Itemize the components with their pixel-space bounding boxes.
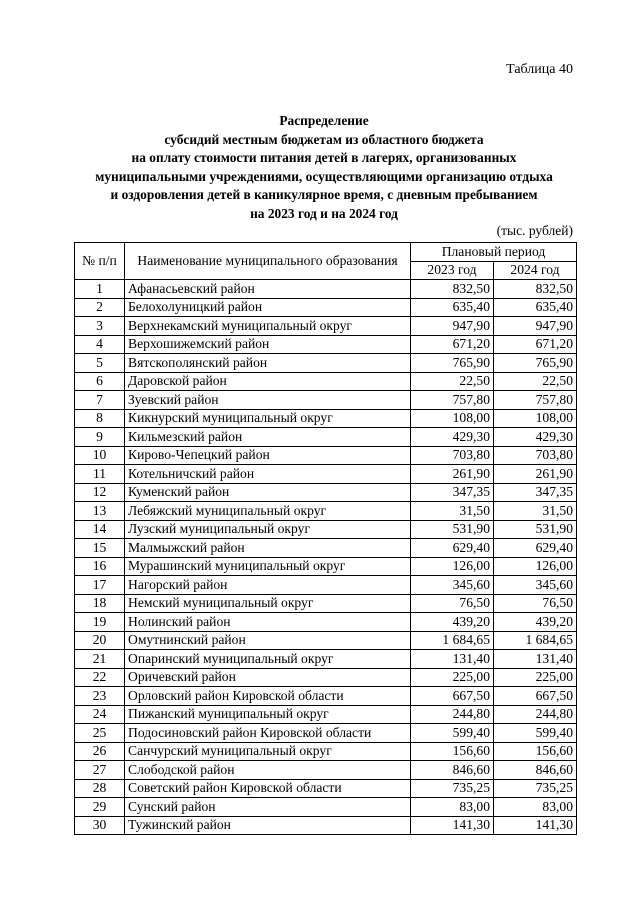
value-2023: 156,60: [411, 742, 494, 761]
row-number: 9: [75, 428, 125, 447]
header-name: Наименование муниципального образования: [125, 243, 411, 280]
value-2023: 947,90: [411, 317, 494, 336]
municipality-name: Малмыжский район: [125, 539, 411, 558]
row-number: 15: [75, 539, 125, 558]
table-row: [75, 428, 577, 447]
header-num: № п/п: [75, 243, 125, 280]
row-number: 22: [75, 668, 125, 687]
municipality-name: Тужинский район: [125, 816, 411, 835]
value-2024: 765,90: [494, 354, 577, 373]
title-line: и оздоровления детей в каникулярное время, с дневным пребыванием: [110, 187, 538, 203]
value-2023: 347,35: [411, 483, 494, 502]
value-2024: 1 684,65: [494, 631, 577, 650]
value-2023: 83,00: [411, 798, 494, 817]
value-2023: 629,40: [411, 539, 494, 558]
municipality-name: Кильмезский район: [125, 428, 411, 447]
table-row: [75, 483, 577, 502]
municipality-name: Санчурский муниципальный округ: [125, 742, 411, 761]
row-number: 17: [75, 576, 125, 595]
municipality-name: Кирово-Чепецкий район: [125, 446, 411, 465]
value-2023: 439,20: [411, 613, 494, 632]
value-2024: 141,30: [494, 816, 577, 835]
row-number: 20: [75, 631, 125, 650]
value-2023: 757,80: [411, 391, 494, 410]
value-2024: 131,40: [494, 650, 577, 669]
row-number: 6: [75, 372, 125, 391]
value-2023: 599,40: [411, 724, 494, 743]
municipality-name: Пижанский муниципальный округ: [125, 705, 411, 724]
header-year-2023: 2023 год: [411, 261, 494, 280]
header-period: Плановый период: [411, 243, 577, 262]
table-row: [75, 354, 577, 373]
table-row: [75, 668, 577, 687]
value-2023: 832,50: [411, 280, 494, 299]
value-2024: 261,90: [494, 465, 577, 484]
table-row: [75, 391, 577, 410]
table-row: [75, 446, 577, 465]
table-row: [75, 280, 577, 299]
table-number: Таблица 40: [506, 62, 573, 77]
municipality-name: Мурашинский муниципальный округ: [125, 557, 411, 576]
units-label: (тыс. рублей): [496, 223, 573, 238]
row-number: 18: [75, 594, 125, 613]
title-line: на оплату стоимости питания детей в лагерях, организованных: [131, 150, 517, 166]
row-number: 21: [75, 650, 125, 669]
table-header-row: [75, 243, 577, 262]
value-2023: 846,60: [411, 761, 494, 780]
table-row: [75, 317, 577, 336]
value-2023: 667,50: [411, 687, 494, 706]
row-number: 14: [75, 520, 125, 539]
municipality-name: Омутнинский район: [125, 631, 411, 650]
value-2024: 599,40: [494, 724, 577, 743]
table-row: [75, 631, 577, 650]
value-2024: 156,60: [494, 742, 577, 761]
municipality-name: Немский муниципальный округ: [125, 594, 411, 613]
row-number: 26: [75, 742, 125, 761]
row-number: 10: [75, 446, 125, 465]
value-2023: 345,60: [411, 576, 494, 595]
value-2023: 244,80: [411, 705, 494, 724]
value-2024: 108,00: [494, 409, 577, 428]
table-row: [75, 465, 577, 484]
value-2024: 667,50: [494, 687, 577, 706]
table-row: [75, 576, 577, 595]
value-2024: 244,80: [494, 705, 577, 724]
value-2024: 735,25: [494, 779, 577, 798]
value-2023: 1 684,65: [411, 631, 494, 650]
value-2024: 947,90: [494, 317, 577, 336]
row-number: 2: [75, 298, 125, 317]
value-2024: 757,80: [494, 391, 577, 410]
value-2023: 22,50: [411, 372, 494, 391]
table-row: [75, 650, 577, 669]
row-number: 23: [75, 687, 125, 706]
value-2024: 345,60: [494, 576, 577, 595]
value-2024: 635,40: [494, 298, 577, 317]
row-number: 30: [75, 816, 125, 835]
value-2023: 429,30: [411, 428, 494, 447]
value-2024: 629,40: [494, 539, 577, 558]
title-line: Распределение: [279, 113, 369, 128]
title-line: на 2023 год и на 2024 год: [250, 205, 398, 221]
municipality-name: Подосиновский район Кировской области: [125, 724, 411, 743]
value-2024: 703,80: [494, 446, 577, 465]
municipality-name: Белохолуницкий район: [125, 298, 411, 317]
value-2023: 531,90: [411, 520, 494, 539]
municipality-name: Нагорский район: [125, 576, 411, 595]
municipality-name: Зуевский район: [125, 391, 411, 410]
header-year-2024: 2024 год: [494, 261, 577, 280]
table-row: [75, 816, 577, 835]
table-row: [75, 409, 577, 428]
table-row: [75, 372, 577, 391]
value-2023: 131,40: [411, 650, 494, 669]
value-2023: 126,00: [411, 557, 494, 576]
value-2024: 83,00: [494, 798, 577, 817]
row-number: 28: [75, 779, 125, 798]
municipality-name: Слободской район: [125, 761, 411, 780]
table-row: [75, 539, 577, 558]
value-2023: 31,50: [411, 502, 494, 521]
value-2024: 225,00: [494, 668, 577, 687]
municipality-name: Советский район Кировской области: [125, 779, 411, 798]
value-2024: 846,60: [494, 761, 577, 780]
table-row: [75, 335, 577, 354]
row-number: 7: [75, 391, 125, 410]
row-number: 12: [75, 483, 125, 502]
value-2024: 429,30: [494, 428, 577, 447]
value-2023: 635,40: [411, 298, 494, 317]
value-2023: 261,90: [411, 465, 494, 484]
value-2024: 671,20: [494, 335, 577, 354]
municipality-name: Верхошижемский район: [125, 335, 411, 354]
table-row: [75, 613, 577, 632]
row-number: 3: [75, 317, 125, 336]
row-number: 27: [75, 761, 125, 780]
municipality-name: Верхнекамский муниципальный округ: [125, 317, 411, 336]
value-2023: 108,00: [411, 409, 494, 428]
row-number: 24: [75, 705, 125, 724]
municipality-name: Нолинский район: [125, 613, 411, 632]
row-number: 8: [75, 409, 125, 428]
table-row: [75, 779, 577, 798]
value-2023: 671,20: [411, 335, 494, 354]
table-row: [75, 705, 577, 724]
municipality-name: Кикнурский муниципальный округ: [125, 409, 411, 428]
table-row: [75, 520, 577, 539]
value-2024: 832,50: [494, 280, 577, 299]
municipality-name: Сунский район: [125, 798, 411, 817]
value-2024: 22,50: [494, 372, 577, 391]
value-2024: 347,35: [494, 483, 577, 502]
row-number: 16: [75, 557, 125, 576]
row-number: 4: [75, 335, 125, 354]
table-row: [75, 594, 577, 613]
title-line: субсидий местным бюджетам из областного бюджета: [164, 131, 484, 147]
value-2023: 141,30: [411, 816, 494, 835]
row-number: 11: [75, 465, 125, 484]
municipality-name: Лузский муниципальный округ: [125, 520, 411, 539]
value-2024: 531,90: [494, 520, 577, 539]
row-number: 29: [75, 798, 125, 817]
municipality-name: Опаринский муниципальный округ: [125, 650, 411, 669]
table-row: [75, 798, 577, 817]
row-number: 5: [75, 354, 125, 373]
municipality-name: Вятскополянский район: [125, 354, 411, 373]
value-2024: 126,00: [494, 557, 577, 576]
value-2024: 439,20: [494, 613, 577, 632]
municipality-name: Афанасьевский район: [125, 280, 411, 299]
document-title: [60, 112, 588, 224]
table-row: [75, 298, 577, 317]
table-body: [75, 280, 577, 835]
subsidy-table: [74, 242, 577, 835]
table-row: [75, 742, 577, 761]
municipality-name: Даровской район: [125, 372, 411, 391]
municipality-name: Куменский район: [125, 483, 411, 502]
table-row: [75, 687, 577, 706]
value-2023: 703,80: [411, 446, 494, 465]
title-line: муниципальными учреждениями, осуществляющими организацию отдыха: [95, 168, 553, 184]
value-2023: 225,00: [411, 668, 494, 687]
value-2023: 735,25: [411, 779, 494, 798]
table-row: [75, 502, 577, 521]
row-number: 1: [75, 280, 125, 299]
value-2023: 76,50: [411, 594, 494, 613]
row-number: 25: [75, 724, 125, 743]
table-row: [75, 761, 577, 780]
municipality-name: Котельничский район: [125, 465, 411, 484]
table-row: [75, 557, 577, 576]
value-2024: 31,50: [494, 502, 577, 521]
row-number: 13: [75, 502, 125, 521]
row-number: 19: [75, 613, 125, 632]
municipality-name: Лебяжский муниципальный округ: [125, 502, 411, 521]
municipality-name: Оричевский район: [125, 668, 411, 687]
value-2023: 765,90: [411, 354, 494, 373]
value-2024: 76,50: [494, 594, 577, 613]
municipality-name: Орловский район Кировской области: [125, 687, 411, 706]
table-row: [75, 724, 577, 743]
